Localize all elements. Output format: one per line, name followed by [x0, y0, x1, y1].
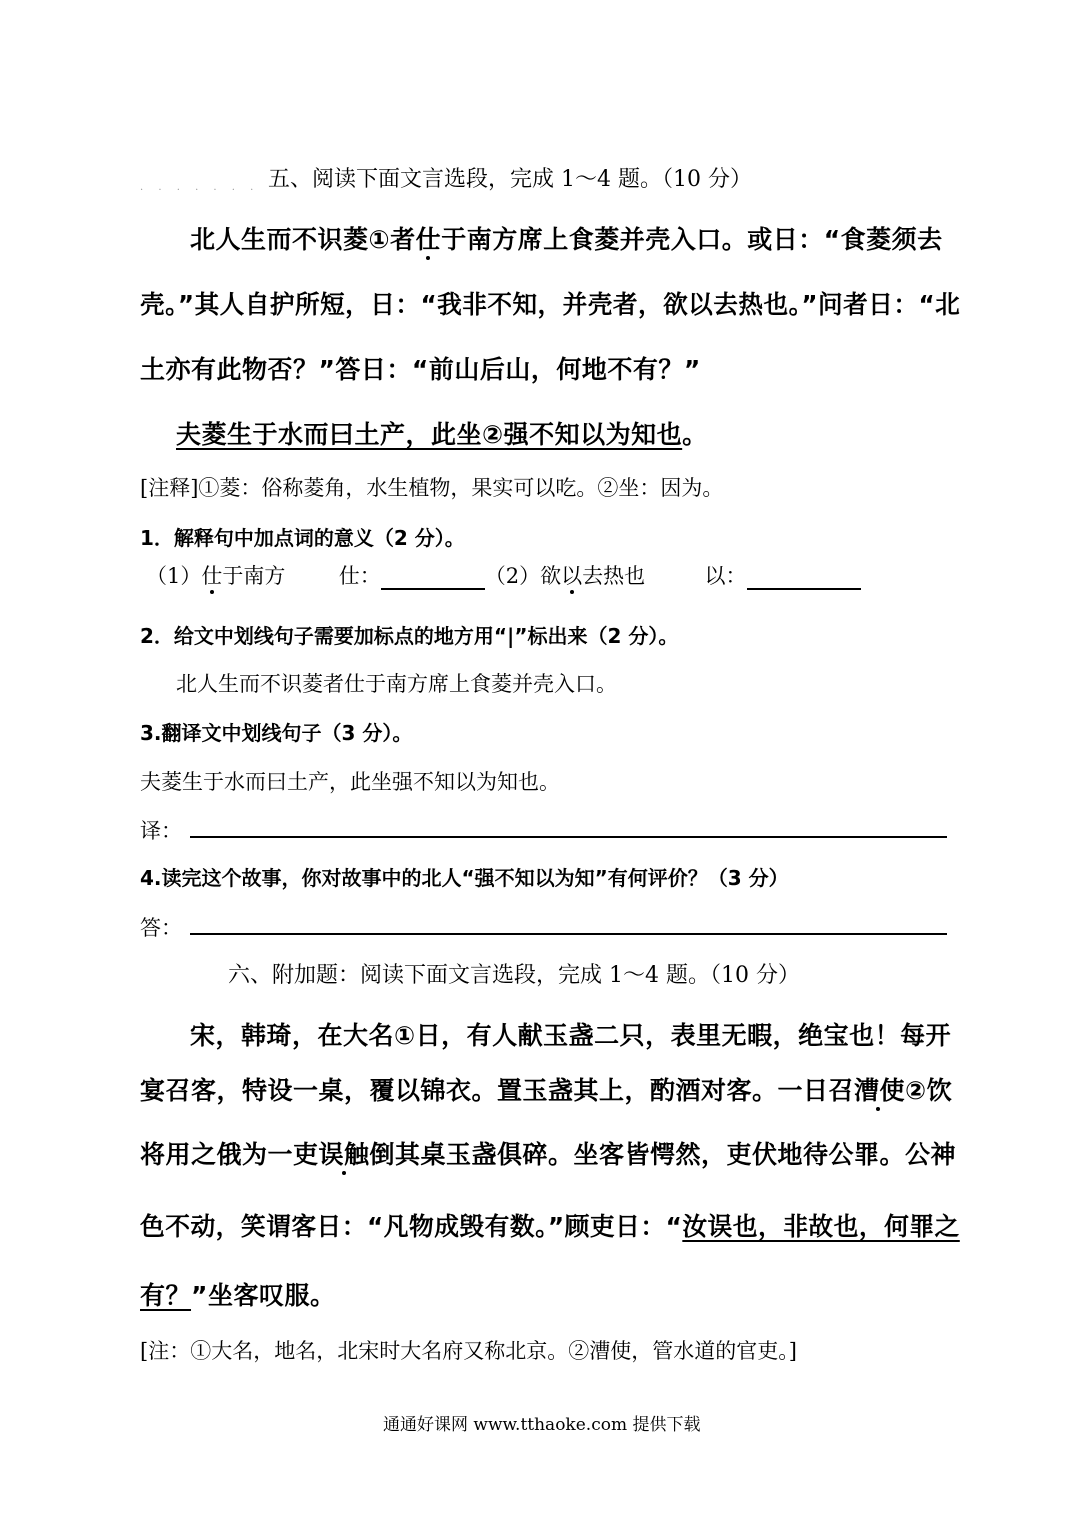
- section6-passage-line3: 将用之俄为一吏误触倒其桌玉盏俱碎。坐客皆愕然，吏伏地待公罪。公神: [140, 1140, 957, 1169]
- q2-title: 2．给文中划线句子需要加标点的地方用“|”标出来（2 分）。: [140, 624, 679, 648]
- underlined-sentence: 夫菱生于水而曰土产，此坐②强不知以为知也: [176, 420, 683, 449]
- q1-items: （1）仕于南方 仕： （2）欲以去热也 以：: [146, 560, 861, 590]
- q4-title: 4.读完这个故事，你对故事中的北人“强不知以为知”有何评价？（3 分）: [140, 866, 789, 890]
- q4-answer-label: 答：: [140, 916, 182, 940]
- section5-note: [注释]①菱：俗称菱角，水生植物，果实可以吃。②坐：因为。: [140, 476, 724, 500]
- section5-passage-line2: 壳。”其人自护所短，日：“我非不知，并壳者，欲以去热也。”问者日：“北: [140, 290, 961, 319]
- dotted-word: 仕: [201, 564, 223, 588]
- dotted-phrase: 将用之俄为一吏误触倒其桌玉盏俱碎: [140, 1140, 549, 1169]
- scan-specks: . . . . . . .: [140, 182, 260, 193]
- section6-note: [注：①大名，地名，北宋时大名府又称北京。②漕使，管水道的官吏。]: [140, 1339, 797, 1363]
- dotted-phrase: 召漕使②: [828, 1076, 927, 1105]
- q1-title: 1．解释句中加点词的意义（2 分）。: [140, 526, 465, 550]
- section5-passage-line1: 北人生而不识菱①者仕于南方席上食菱并壳入口。或日：“食菱须去: [190, 225, 943, 254]
- dotted-word: 以: [561, 564, 583, 588]
- answer-blank-1[interactable]: [381, 566, 485, 590]
- q3-title: 3.翻译文中划线句子（3 分）。: [140, 721, 413, 745]
- q4-answer-line[interactable]: [190, 933, 947, 935]
- answer-blank-2[interactable]: [747, 566, 861, 590]
- q3-answer-label: 译：: [140, 819, 182, 843]
- underlined-sentence: 汝误也，非故也，何罪之: [682, 1212, 960, 1241]
- q3-sentence: 夫菱生于水而曰土产，此坐强不知以为知也。: [140, 770, 560, 794]
- underlined-sentence: 有？: [140, 1281, 192, 1310]
- section5-heading: 五、阅读下面文言选段，完成 1～4 题。（10 分）: [268, 167, 752, 192]
- section5-passage-line4: 夫菱生于水而曰土产，此坐②强不知以为知也。: [176, 420, 708, 449]
- section5-passage-line3: 土亦有此物否？”答日：“前山后山，何地不有？”: [140, 355, 701, 384]
- q3-answer-line[interactable]: [190, 836, 947, 838]
- section6-passage-line5: 有？”坐客叹服。: [140, 1281, 336, 1310]
- section6-passage-line1: 宋，韩琦，在大名①日，有人献玉盏二只，表里无暇，绝宝也！每开: [190, 1021, 952, 1050]
- q2-sentence: 北人生而不识菱者仕于南方席上食菱并壳入口。: [176, 672, 617, 696]
- dotted-word: 仕: [415, 225, 442, 254]
- section6-passage-line2: 宴召客，特设一桌，覆以锦衣。置玉盏其上，酌酒对客。一日召漕使②饮: [140, 1076, 953, 1105]
- page-footer: 通通好课网 www.tthaoke.com 提供下载: [383, 1415, 701, 1435]
- section6-heading: 六、附加题：阅读下面文言选段，完成 1～4 题。（10 分）: [228, 963, 800, 988]
- section6-passage-line4: 色不动，笑谓客日：“凡物成毁有数。”顾吏日：“汝误也，非故也，何罪之: [140, 1212, 960, 1241]
